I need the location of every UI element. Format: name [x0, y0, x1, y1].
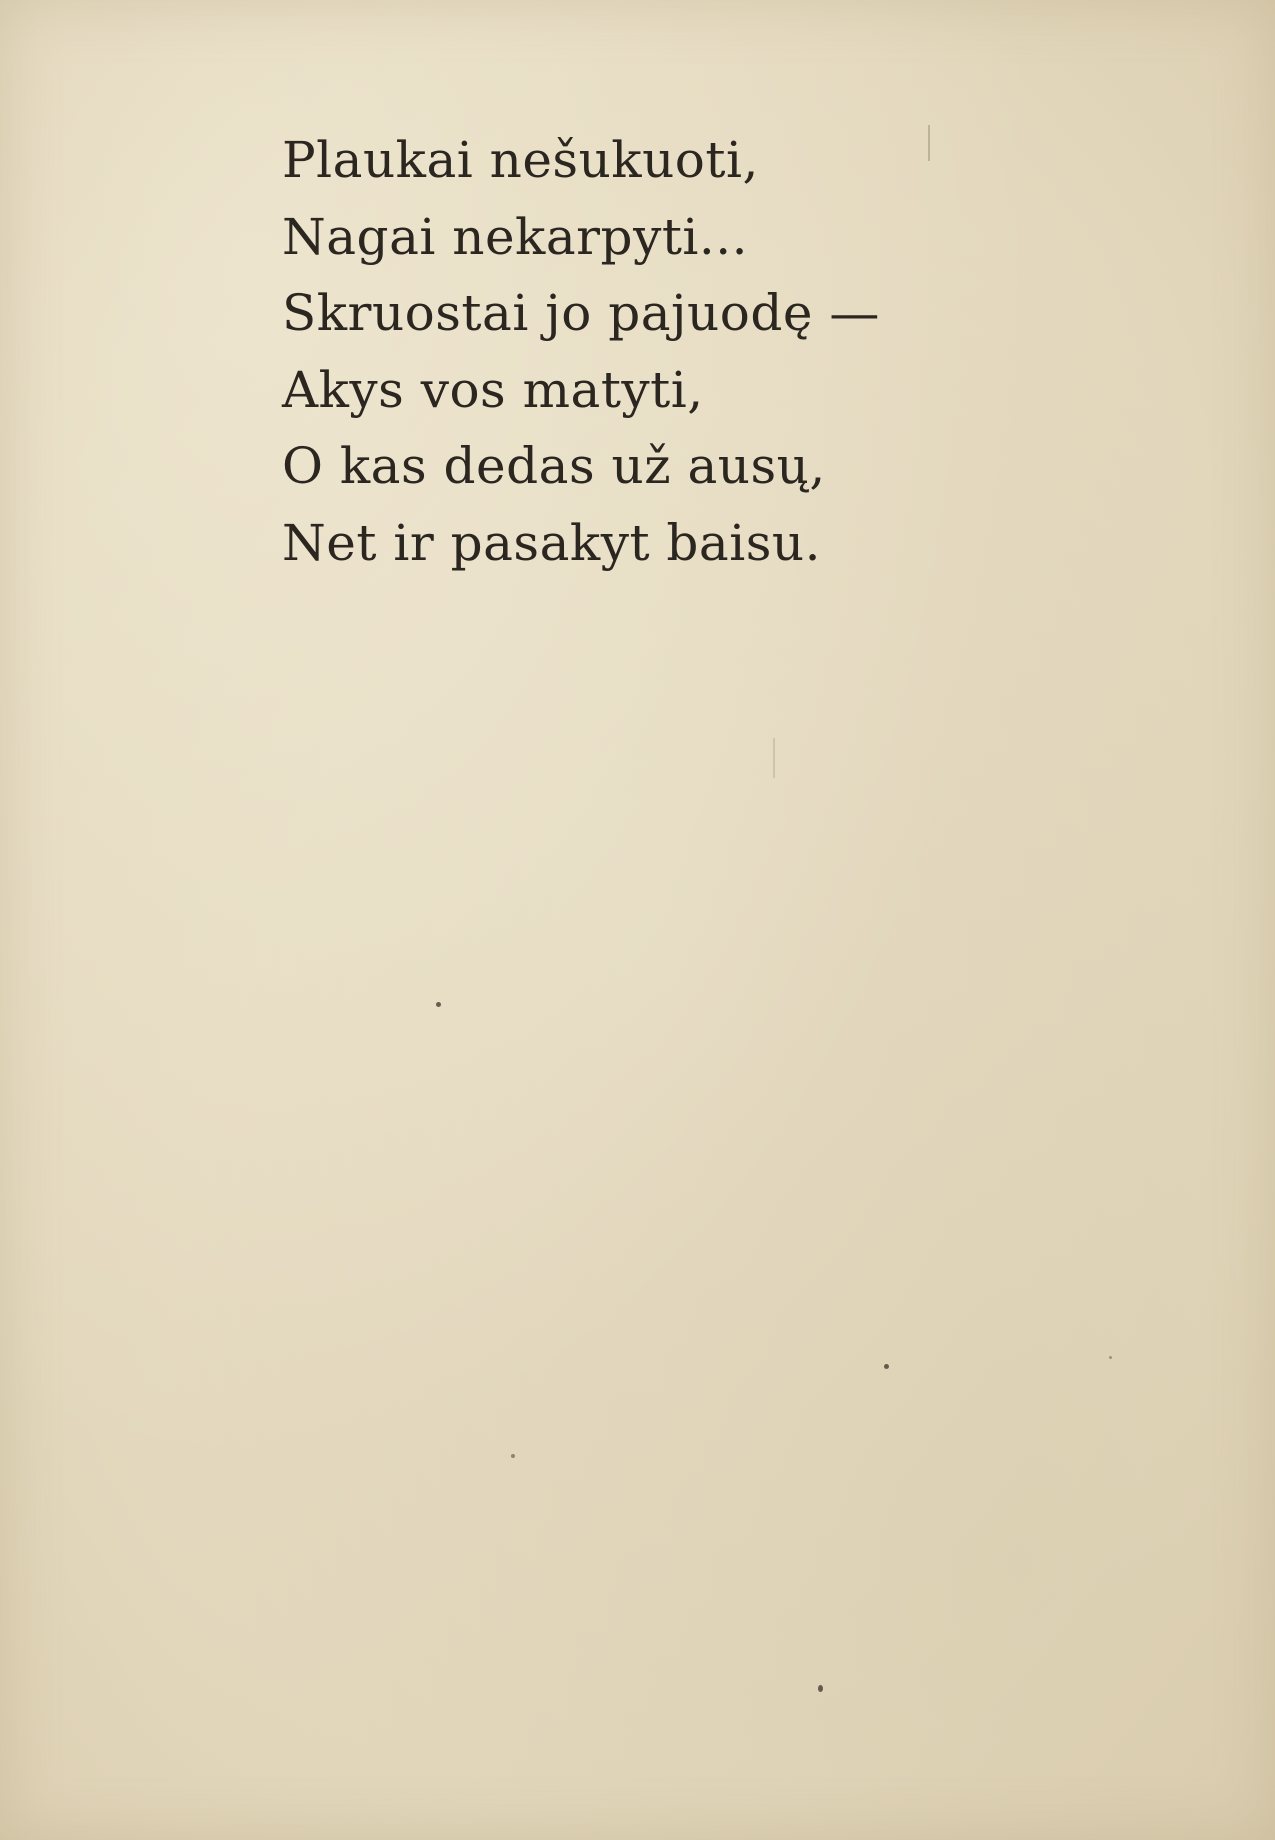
poem-line: Skruostai jo pajuodę —: [282, 284, 880, 342]
poem-stanza: [282, 122, 1042, 581]
paper-speck: [1109, 1356, 1112, 1359]
poem-line: Akys vos matyti,: [282, 360, 704, 419]
poem-line: O kas dedas už ausų,: [282, 437, 826, 495]
poem-line: Plaukai nešukuoti,: [282, 131, 759, 189]
paper-speck: [511, 1454, 515, 1458]
poem-line: Net ir pasakyt baisu.: [282, 513, 821, 572]
poem-line: Nagai nekarpyti...: [282, 207, 749, 266]
paper-speck: [818, 1685, 823, 1692]
paper-fiber-mark: [773, 738, 775, 778]
paper-speck: [884, 1364, 889, 1369]
paper-speck: [436, 1002, 441, 1007]
